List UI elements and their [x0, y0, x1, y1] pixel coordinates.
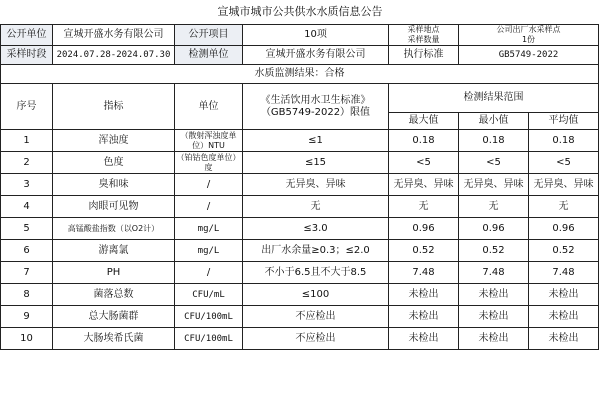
row-no: 9 — [1, 306, 53, 328]
row-unit: / — [175, 262, 243, 284]
row-no: 3 — [1, 174, 53, 196]
row-max: 未检出 — [389, 284, 459, 306]
info-label-sampling: 采样地点 采样数量 — [389, 25, 459, 46]
info-value-sampling: 公司出厂水采样点 1份 — [459, 25, 599, 46]
row-unit: CFU/100mL — [175, 306, 243, 328]
table-row — [1, 174, 599, 196]
row-indicator: 总大肠菌群 — [53, 306, 175, 328]
row-no: 6 — [1, 240, 53, 262]
table-row — [1, 196, 599, 218]
monitoring-result: 水质监测结果：合格 — [1, 65, 599, 84]
row-min: 0.96 — [459, 218, 529, 240]
row-limit: 不应检出 — [243, 306, 389, 328]
table-row — [1, 152, 599, 174]
row-no: 8 — [1, 284, 53, 306]
table-row — [1, 130, 599, 152]
row-indicator: 臭和味 — [53, 174, 175, 196]
quality-table — [0, 24, 599, 350]
row-limit: ≤15 — [243, 152, 389, 174]
info-label-period: 采样时段 — [1, 46, 53, 65]
row-indicator: PH — [53, 262, 175, 284]
row-limit: 无 — [243, 196, 389, 218]
row-unit: mg/L — [175, 218, 243, 240]
row-max: 未检出 — [389, 328, 459, 350]
table-row — [1, 284, 599, 306]
row-indicator: 菌落总数 — [53, 284, 175, 306]
header-no: 序号 — [1, 84, 53, 130]
row-min: 未检出 — [459, 328, 529, 350]
info-label-project: 公开项目 — [175, 25, 243, 46]
row-avg: 7.48 — [529, 262, 599, 284]
row-avg: 未检出 — [529, 284, 599, 306]
table-row — [1, 306, 599, 328]
row-unit: mg/L — [175, 240, 243, 262]
row-min: 无异臭、异味 — [459, 174, 529, 196]
row-limit: 不小于6.5且不大于8.5 — [243, 262, 389, 284]
row-indicator: 游离氯 — [53, 240, 175, 262]
row-no: 2 — [1, 152, 53, 174]
row-avg: 0.96 — [529, 218, 599, 240]
info-value-period: 2024.07.28-2024.07.30 — [53, 46, 175, 65]
row-min: 未检出 — [459, 284, 529, 306]
row-avg: 0.52 — [529, 240, 599, 262]
table-header-row-1 — [1, 84, 599, 113]
row-indicator: 高锰酸盐指数（以O2计） — [53, 218, 175, 240]
row-limit: ≤1 — [243, 130, 389, 152]
row-indicator: 浑浊度 — [53, 130, 175, 152]
info-value-publisher: 宣城开盛水务有限公司 — [53, 25, 175, 46]
row-indicator: 肉眼可见物 — [53, 196, 175, 218]
header-unit: 单位 — [175, 84, 243, 130]
row-max: <5 — [389, 152, 459, 174]
row-no: 7 — [1, 262, 53, 284]
row-avg: 0.18 — [529, 130, 599, 152]
row-no: 10 — [1, 328, 53, 350]
info-label-lab: 检测单位 — [175, 46, 243, 65]
info-row-2 — [1, 46, 599, 65]
row-max: 7.48 — [389, 262, 459, 284]
row-max: 无异臭、异味 — [389, 174, 459, 196]
row-max: 0.96 — [389, 218, 459, 240]
row-limit: 不应检出 — [243, 328, 389, 350]
row-indicator: 色度 — [53, 152, 175, 174]
header-range: 检测结果范围 — [389, 84, 599, 113]
row-unit: / — [175, 196, 243, 218]
row-max: 未检出 — [389, 306, 459, 328]
info-value-standard: GB5749-2022 — [459, 46, 599, 65]
row-limit: ≤3.0 — [243, 218, 389, 240]
table-row — [1, 240, 599, 262]
row-avg: 未检出 — [529, 306, 599, 328]
row-no: 1 — [1, 130, 53, 152]
row-min: <5 — [459, 152, 529, 174]
info-value-project: 10项 — [243, 25, 389, 46]
row-no: 5 — [1, 218, 53, 240]
info-label-standard: 执行标准 — [389, 46, 459, 65]
header-max: 最大值 — [389, 113, 459, 130]
row-indicator: 大肠埃希氏菌 — [53, 328, 175, 350]
table-row — [1, 262, 599, 284]
row-limit: 出厂水余量≥0.3；≤2.0 — [243, 240, 389, 262]
row-unit: （铂钴色度单位）度 — [176, 152, 241, 172]
table-row — [1, 218, 599, 240]
row-avg: 未检出 — [529, 328, 599, 350]
row-unit: CFU/mL — [175, 284, 243, 306]
row-limit: 无异臭、异味 — [243, 174, 389, 196]
row-limit: ≤100 — [243, 284, 389, 306]
row-min: 未检出 — [459, 306, 529, 328]
page-title: 宣城市城市公共供水水质信息公告 — [217, 5, 383, 18]
row-no: 4 — [1, 196, 53, 218]
row-max: 0.52 — [389, 240, 459, 262]
header-standard: 《生活饮用水卫生标准》（GB5749-2022）限值 — [243, 84, 389, 130]
header-indicator: 指标 — [53, 84, 175, 130]
row-min: 0.52 — [459, 240, 529, 262]
header-avg: 平均值 — [529, 113, 599, 130]
row-min: 0.18 — [459, 130, 529, 152]
row-max: 无 — [389, 196, 459, 218]
row-unit: （散射浑浊度单位）NTU — [175, 130, 243, 152]
result-row — [1, 65, 599, 84]
row-avg: <5 — [529, 152, 599, 174]
row-max: 0.18 — [389, 130, 459, 152]
table-row — [1, 328, 599, 350]
row-min: 无 — [459, 196, 529, 218]
info-row-1 — [1, 25, 599, 46]
row-unit: CFU/100mL — [175, 328, 243, 350]
info-label-publisher: 公开单位 — [1, 25, 53, 46]
row-avg: 无异臭、异味 — [529, 174, 599, 196]
row-unit: / — [175, 174, 243, 196]
row-avg: 无 — [529, 196, 599, 218]
info-value-lab: 宣城开盛水务有限公司 — [243, 46, 389, 65]
header-min: 最小值 — [459, 113, 529, 130]
row-min: 7.48 — [459, 262, 529, 284]
